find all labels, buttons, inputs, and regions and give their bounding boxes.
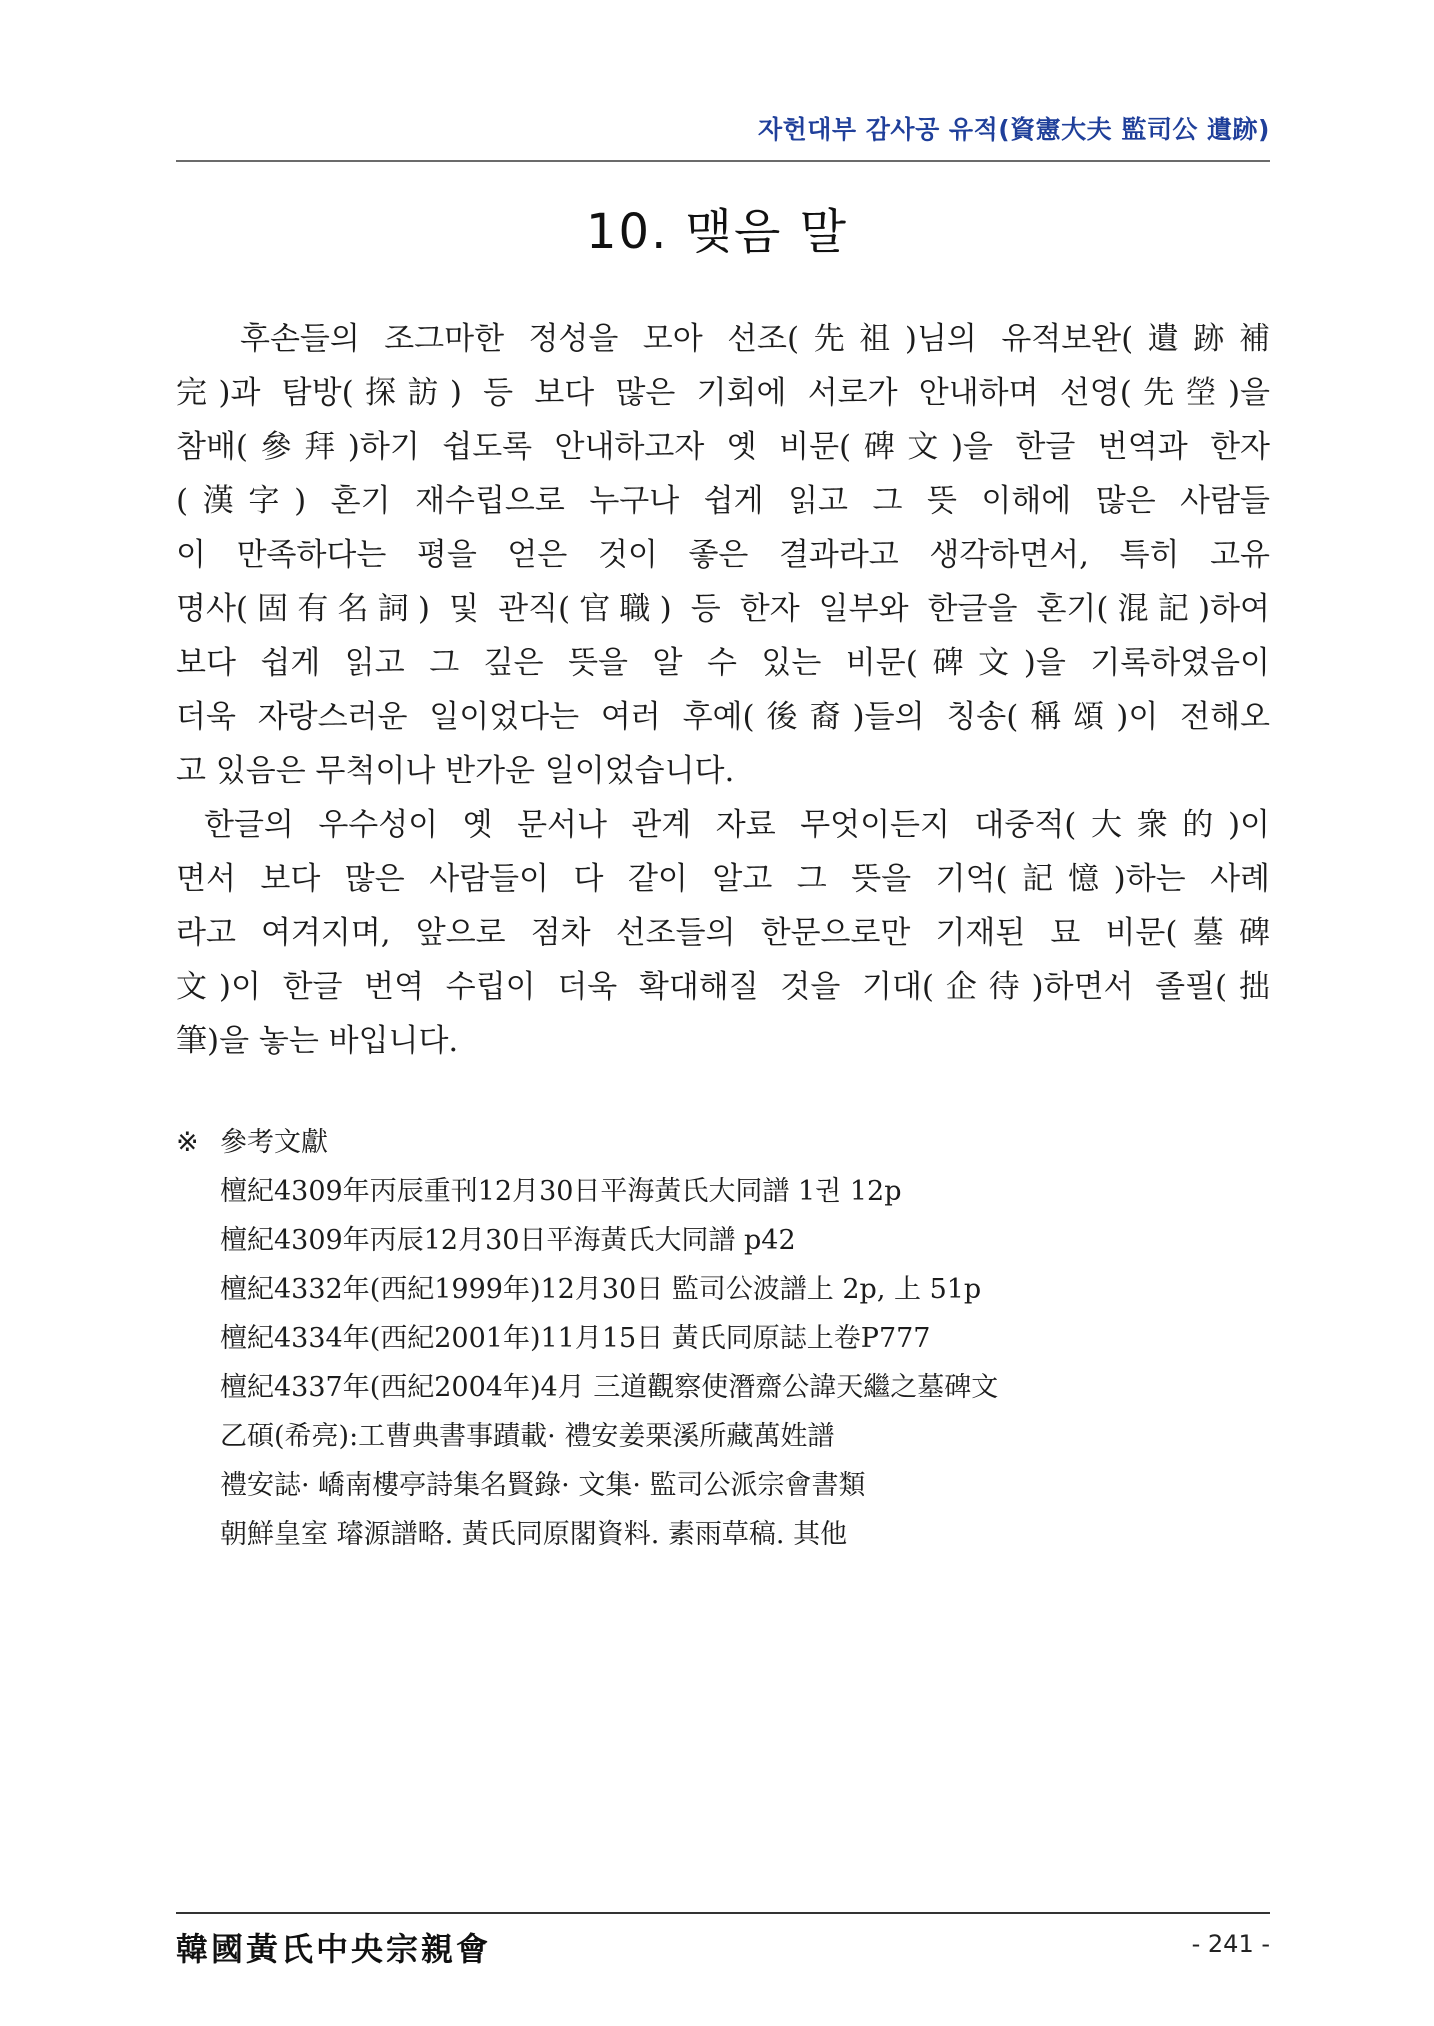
reference-item: 乙碩(希亮):工曹典書事蹟載· 禮安姜栗溪所藏萬姓譜 xyxy=(220,1421,835,1452)
header-divider xyxy=(176,160,1270,162)
reference-item: 檀紀4334年(西紀2001年)11月15日 黃氏同原誌上卷P777 xyxy=(220,1323,931,1354)
reference-item: 朝鮮皇室 璿源譜略. 黃氏同原閣資料. 素雨草稿. 其他 xyxy=(220,1519,848,1550)
paragraph-line: 完)과 탐방(探訪) 등 보다 많은 기회에 서로가 안내하며 선영(先塋)을 xyxy=(176,375,1270,411)
paragraph-1 xyxy=(176,312,1270,798)
paragraph-line: 보다 쉽게 읽고 그 깊은 뜻을 알 수 있는 비문(碑文)을 기록하였음이 xyxy=(176,645,1270,681)
paragraph-line: 筆)을 놓는 바입니다. xyxy=(176,1023,459,1059)
references-heading-label: 參考文獻 xyxy=(220,1127,328,1158)
references-section xyxy=(176,1118,998,1559)
reference-item: 檀紀4337年(西紀2004年)4月 三道觀察使潛齋公諱天繼之墓碑文 xyxy=(220,1372,999,1403)
paragraph-line: 고 있음은 무척이나 반가운 일이었습니다. xyxy=(176,753,735,789)
body-text xyxy=(176,312,1270,1068)
reference-item: 檀紀4332年(西紀1999年)12月30日 監司公波譜上 2p, 上 51p xyxy=(220,1274,982,1305)
paragraph-line: 면서 보다 많은 사람들이 다 같이 알고 그 뜻을 기억(記憶)하는 사례 xyxy=(176,861,1270,897)
page-number: - 241 - xyxy=(1191,1930,1270,1958)
footer-organization: 韓國黃氏中央宗親會 xyxy=(176,1930,492,1968)
reference-item: 檀紀4309年丙辰12月30日平海黃氏大同譜 p42 xyxy=(220,1225,796,1256)
running-header: 자헌대부 감사공 유적(資憲大夫 監司公 遺跡) xyxy=(757,115,1270,144)
references-heading xyxy=(176,1118,998,1167)
paragraph-line: 명사(固有名詞) 및 관직(官職) 등 한자 일부와 한글을 혼기(混記)하여 xyxy=(176,591,1270,627)
paragraph-line: 文)이 한글 번역 수립이 더욱 확대해질 것을 기대(企待)하면서 졸필(拙 xyxy=(176,969,1270,1005)
reference-item: 禮安誌· 嶠南樓亭詩集名賢錄· 文集· 監司公派宗會書類 xyxy=(220,1470,866,1501)
paragraph-line: 한글의 우수성이 옛 문서나 관계 자료 무엇이든지 대중적(大衆的)이 xyxy=(204,807,1270,843)
paragraph-line: 라고 여겨지며, 앞으로 점차 선조들의 한문으로만 기재된 묘 비문(墓碑 xyxy=(176,915,1270,951)
paragraph-line: 참배(參拜)하기 쉽도록 안내하고자 옛 비문(碑文)을 한글 번역과 한자 xyxy=(176,429,1270,465)
footer-divider xyxy=(176,1912,1270,1914)
reference-item: 檀紀4309年丙辰重刊12月30日平海黃氏大同譜 1권 12p xyxy=(220,1176,902,1207)
paragraph-line: (漢字) 혼기 재수립으로 누구나 쉽게 읽고 그 뜻 이해에 많은 사람들 xyxy=(176,483,1270,519)
paragraph-line: 더욱 자랑스러운 일이었다는 여러 후예(後裔)들의 칭송(稱頌)이 전해오 xyxy=(176,699,1270,735)
paragraph-2 xyxy=(176,798,1270,1068)
page-title: 10. 맺음 말 xyxy=(586,204,848,260)
reference-mark-icon: ※ xyxy=(176,1127,199,1158)
paragraph-line: 이 만족하다는 평을 얻은 것이 좋은 결과라고 생각하면서, 특히 고유 xyxy=(176,537,1270,573)
paragraph-line: 후손들의 조그마한 정성을 모아 선조(先祖)님의 유적보완(遺跡補 xyxy=(240,321,1270,357)
